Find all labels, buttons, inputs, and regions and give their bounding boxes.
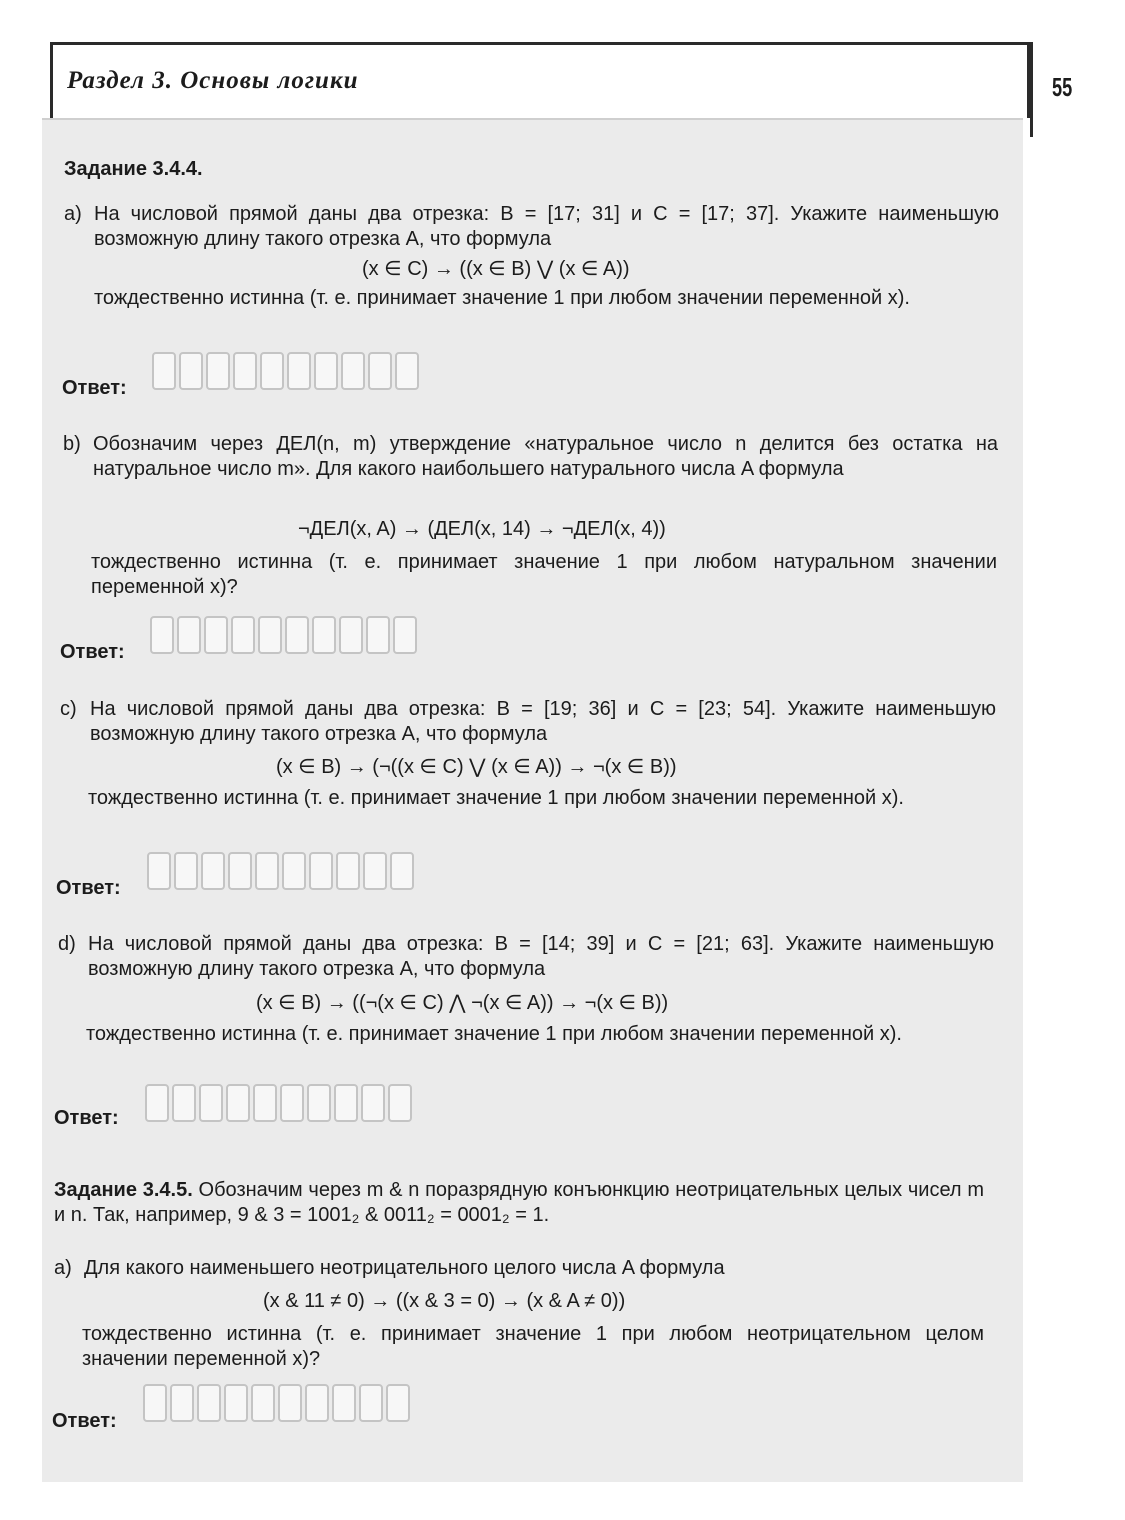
answer-cell[interactable]	[255, 852, 279, 890]
item-label: a)	[64, 203, 82, 225]
answer-cell[interactable]	[170, 1384, 194, 1422]
answer-cell[interactable]	[224, 1384, 248, 1422]
answer-cell[interactable]	[309, 852, 333, 890]
answer-cell[interactable]	[147, 852, 171, 890]
answer-cell[interactable]	[361, 1084, 385, 1122]
answer-cell[interactable]	[305, 1384, 329, 1422]
answer-cell[interactable]	[172, 1084, 196, 1122]
answer-cell[interactable]	[287, 352, 311, 390]
answer-cell[interactable]	[231, 616, 255, 654]
answer-cell[interactable]	[332, 1384, 356, 1422]
task-title-345: Задание 3.4.5.	[54, 1179, 193, 1201]
item-label: a)	[54, 1257, 72, 1279]
task-344-d-text2: тождественно истинна (т. е. принимает значение 1 при любом значении переменной x).	[86, 1023, 902, 1045]
answer-cell[interactable]	[280, 1084, 304, 1122]
answer-cell[interactable]	[258, 616, 282, 654]
answer-cell[interactable]	[285, 616, 309, 654]
task-344-b-formula: ¬ДЕЛ(x, A) → (ДЕЛ(x, 14) → ¬ДЕЛ(x, 4))	[298, 518, 666, 540]
answer-cell[interactable]	[363, 852, 387, 890]
answer-cell[interactable]	[395, 352, 419, 390]
answer-cell[interactable]	[278, 1384, 302, 1422]
answer-cell[interactable]	[336, 852, 360, 890]
task-345-a-formula: (x & 11 ≠ 0) → ((x & 3 = 0) → (x & A ≠ 0))	[263, 1290, 626, 1312]
task-344-b-text1	[63, 432, 998, 482]
answer-cell[interactable]	[393, 616, 417, 654]
answer-cell[interactable]	[177, 616, 201, 654]
answer-label: Ответ:	[54, 1107, 119, 1129]
task-345-intro	[54, 1178, 984, 1228]
task-344-a-formula: (x ∈ C) → ((x ∈ B) ⋁ (x ∈ A))	[362, 258, 630, 280]
item-text: Для какого наименьшего неотрицательного целого числа A формула	[84, 1257, 725, 1279]
item-label: b)	[63, 433, 81, 455]
answer-cell[interactable]	[179, 352, 203, 390]
answer-cells-344a[interactable]	[152, 352, 422, 390]
answer-cell[interactable]	[253, 1084, 277, 1122]
header-divider	[1030, 42, 1033, 137]
answer-cell[interactable]	[260, 352, 284, 390]
item-label: c)	[60, 698, 77, 720]
task-344-d-text1	[58, 932, 994, 982]
answer-cells-344d[interactable]	[145, 1084, 415, 1122]
answer-label: Ответ:	[60, 641, 125, 663]
item-text: На числовой прямой даны два отрезка: B = [17; 31] и C = [17; 37]. Укажите наименьшую возможную длину такого отрезка A, что формула	[94, 203, 999, 250]
task-345-a-text2: тождественно истинна (т. е. принимает значение 1 при любом неотрицательном целом значении переменной x)?	[82, 1323, 984, 1370]
section-title: Раздел 3. Основы логики	[67, 67, 359, 94]
answer-cell[interactable]	[204, 616, 228, 654]
answer-cell[interactable]	[390, 852, 414, 890]
item-text: На числовой прямой даны два отрезка: B = [19; 36] и C = [23; 54]. Укажите наименьшую возможную длину такого отрезка A, что формула	[90, 698, 996, 745]
answer-cell[interactable]	[143, 1384, 167, 1422]
page-number: 55	[1052, 72, 1073, 102]
answer-cell[interactable]	[226, 1084, 250, 1122]
item-text: Обозначим через ДЕЛ(n, m) утверждение «натуральное число n делится без остатка на натуральное число m». Для какого наибольшего натурального числа A формула	[93, 433, 998, 480]
task-344-c-formula: (x ∈ B) → (¬((x ∈ C) ⋁ (x ∈ A)) → ¬(x ∈ B))	[276, 756, 677, 778]
answer-cell[interactable]	[366, 616, 390, 654]
answer-cell[interactable]	[145, 1084, 169, 1122]
answer-cell[interactable]	[334, 1084, 358, 1122]
section-header	[50, 42, 1030, 118]
answer-label: Ответ:	[52, 1410, 117, 1432]
answer-cell[interactable]	[386, 1384, 410, 1422]
answer-cell[interactable]	[174, 852, 198, 890]
task-344-a-text1	[64, 202, 999, 252]
answer-label: Ответ:	[56, 877, 121, 899]
answer-cell[interactable]	[307, 1084, 331, 1122]
answer-cell[interactable]	[339, 616, 363, 654]
task-344-c-text2: тождественно истинна (т. е. принимает значение 1 при любом значении переменной x).	[88, 787, 904, 809]
answer-cell[interactable]	[228, 852, 252, 890]
answer-cell[interactable]	[206, 352, 230, 390]
answer-cells-344c[interactable]	[147, 852, 417, 890]
answer-cell[interactable]	[341, 352, 365, 390]
task-344-b-text2: тождественно истинна (т. е. принимает значение 1 при любом натуральном значении переменной x)?	[91, 551, 997, 598]
answer-cell[interactable]	[314, 352, 338, 390]
task-345-intro-text: Обозначим через m & n поразрядную конъюнкцию неотрицательных целых чисел m и n. Так, например, 9 & 3 = 1001₂ & 0011₂ = 0001₂ = 1.	[54, 1179, 984, 1226]
answer-cell[interactable]	[152, 352, 176, 390]
item-label: d)	[58, 933, 76, 955]
answer-label: Ответ:	[62, 377, 127, 399]
answer-cell[interactable]	[388, 1084, 412, 1122]
answer-cell[interactable]	[359, 1384, 383, 1422]
answer-cell[interactable]	[368, 352, 392, 390]
answer-cell[interactable]	[199, 1084, 223, 1122]
task-345-a-text1	[54, 1256, 984, 1281]
task-344-a-text2: тождественно истинна (т. е. принимает значение 1 при любом значении переменной x).	[94, 287, 910, 309]
answer-cell[interactable]	[251, 1384, 275, 1422]
answer-cell[interactable]	[150, 616, 174, 654]
answer-cell[interactable]	[312, 616, 336, 654]
answer-cell[interactable]	[197, 1384, 221, 1422]
answer-cells-344b[interactable]	[150, 616, 420, 654]
task-title-344: Задание 3.4.4.	[64, 158, 203, 180]
answer-cells-345a[interactable]	[143, 1384, 413, 1422]
item-text: На числовой прямой даны два отрезка: B = [14; 39] и C = [21; 63]. Укажите наименьшую возможную длину такого отрезка A, что формула	[88, 933, 994, 980]
task-344-c-text1	[60, 697, 996, 747]
answer-cell[interactable]	[233, 352, 257, 390]
answer-cell[interactable]	[282, 852, 306, 890]
answer-cell[interactable]	[201, 852, 225, 890]
task-344-d-formula: (x ∈ B) → ((¬(x ∈ C) ⋀ ¬(x ∈ A)) → ¬(x ∈ B))	[256, 992, 669, 1014]
